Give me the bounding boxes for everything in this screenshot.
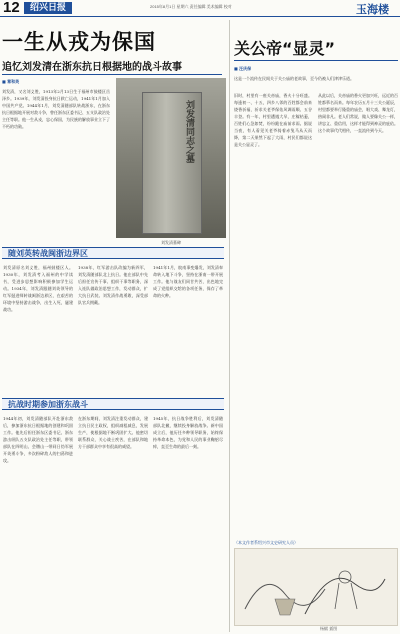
right-divider — [234, 60, 398, 61]
photo-caption: 刘发清墓碑 — [161, 240, 181, 245]
section2-column-1: 1944年初，刘发清随部队开赴浙东敌后，参加浙东抗日根据地的创建和巩固工作。他先后担任浙东区委书记、浙东游击纵队五支队政治处主任等职，带领部队在四明山、会稽山一带同日伪军展开英勇斗争，多次粉碎敌人的扫荡和进攻。 — [3, 416, 73, 463]
section1-column-2: 1938年，红军游击队改编为新四军，刘发清随部队北上抗日。他在部队中先后担任宣传干事、组织干事等职务，深入连队做政治思想工作，发动群众，扩大抗日武装。刘发清作战勇敢，深受部队官兵拥戴。 — [78, 265, 148, 305]
section-name: 玉海楼 — [356, 4, 389, 16]
page-number: 12 — [3, 0, 20, 16]
lead-byline: ■ 章和英 — [2, 79, 20, 84]
lead-subheadline: 追忆刘发清在浙东抗日根据地的战斗故事 — [2, 62, 182, 73]
lead-divider — [2, 74, 222, 75]
right-intro-text: 这是一个流传在民间关于关公庙的老故事，至今仍被人们津津乐道。 — [234, 76, 354, 81]
stele-inscription: 刘发清同志之墓 — [184, 100, 194, 163]
section-heading-1: 随刘英转战闽浙边界区 — [2, 247, 224, 259]
right-column-1: 旧时，村里有一座关帝庙，香火十分旺盛。每逢初一、十五，四乡八邻的百姓都会前来烧香祈福，祈求关老爷保佑风调雨顺、五谷丰登。有一年，村里遭遇大旱，庄稼枯萎，百姓们心急如焚，纷纷跪在庙前求雨。据说当夜，有人看见关老爷骑着赤兔马从天而降，第二天果然下起了大雨，村民们都说这是关公显灵了。 — [234, 93, 312, 147]
section-heading-2: 抗战时期参加浙东战斗 — [2, 398, 224, 410]
right-footnote: （本文作者系绍兴市文史研究人员） — [234, 540, 298, 545]
section2-column-2: 在浙东期间，刘发清注重发动群众，建立抗日民主政权，组织减租减息，发展生产，使根据地不断巩固扩大。他密切联系群众，关心战士疾苦，在部队和地方干部群众中享有很高的威望。 — [78, 416, 148, 449]
paper-name-logo: 绍兴日报 — [24, 2, 72, 14]
date-line: 2015年8月1日 星期六 责任编辑 美术编辑 校对 — [150, 4, 232, 9]
right-byline: ■ 汪庆保 — [234, 66, 252, 71]
lead-headline: 一生从戎为保国 — [2, 30, 156, 54]
section1-column-1: 刘发清原名刘义胜，福州鼓楼区人。1930年，刘发清考入福州的中学读书，受进步思想影响积极参加学生运动。1934年，刘发清跟随刘英领导的红军挺进师转战闽浙边界区，在艰苦的环境中坚持游击战争，出生入死，屡建战功。 — [3, 265, 73, 312]
illustration-drawing — [235, 549, 397, 625]
ink-illustration — [234, 548, 398, 626]
column-divider — [229, 20, 230, 632]
illustration-caption: 杨赋 插图 — [320, 626, 338, 631]
section2-column-3: 1945年，抗日战争胜利后，刘发清随部队北撤，继续投身解放战争。新中国成立后，他历任多种领导职务，始终保持革命本色，为党和人民的事业鞠躬尽瘁，直至生命的最后一刻。 — [153, 416, 223, 449]
right-column-2: 从此以后，关帝庙的香火更加兴旺，远近的百姓都慕名而来。每年农历五月十三关公诞辰，村里都要举行隆重的庙会，唱大戏、舞龙灯，热闹非凡。老人们常说，做人要像关公一样，讲忠义、重信用，这样才能得到神灵的庇佑。这个故事代代相传，一直流传到今天。 — [318, 93, 398, 133]
right-headline: 关公帝“显灵” — [234, 39, 336, 58]
section1-column-3: 1941年1月，皖南事变爆发，刘发清奉命转入地下斗争，坚持在浙南一带开展工作。他与战友们同甘共苦，出色地完成了党组织交给的各项任务，保存了革命的火种。 — [153, 265, 223, 298]
lead-intro-text: 刘发清，又名刘义胜，1913年2月13日生于福州市鼓楼区岳泽乡。1939年，刘发清投身抗日救亡运动，1941年1月加入中国共产党。1944年1月，刘发清随部队转战浙东，在浙东抗日根据地开展对敌斗争，曾任浙东区委书记、五支队政治处主任等职。他一生从戎，忠心保国，为民族的解放事业立下了不朽的功勋。 — [2, 89, 110, 129]
